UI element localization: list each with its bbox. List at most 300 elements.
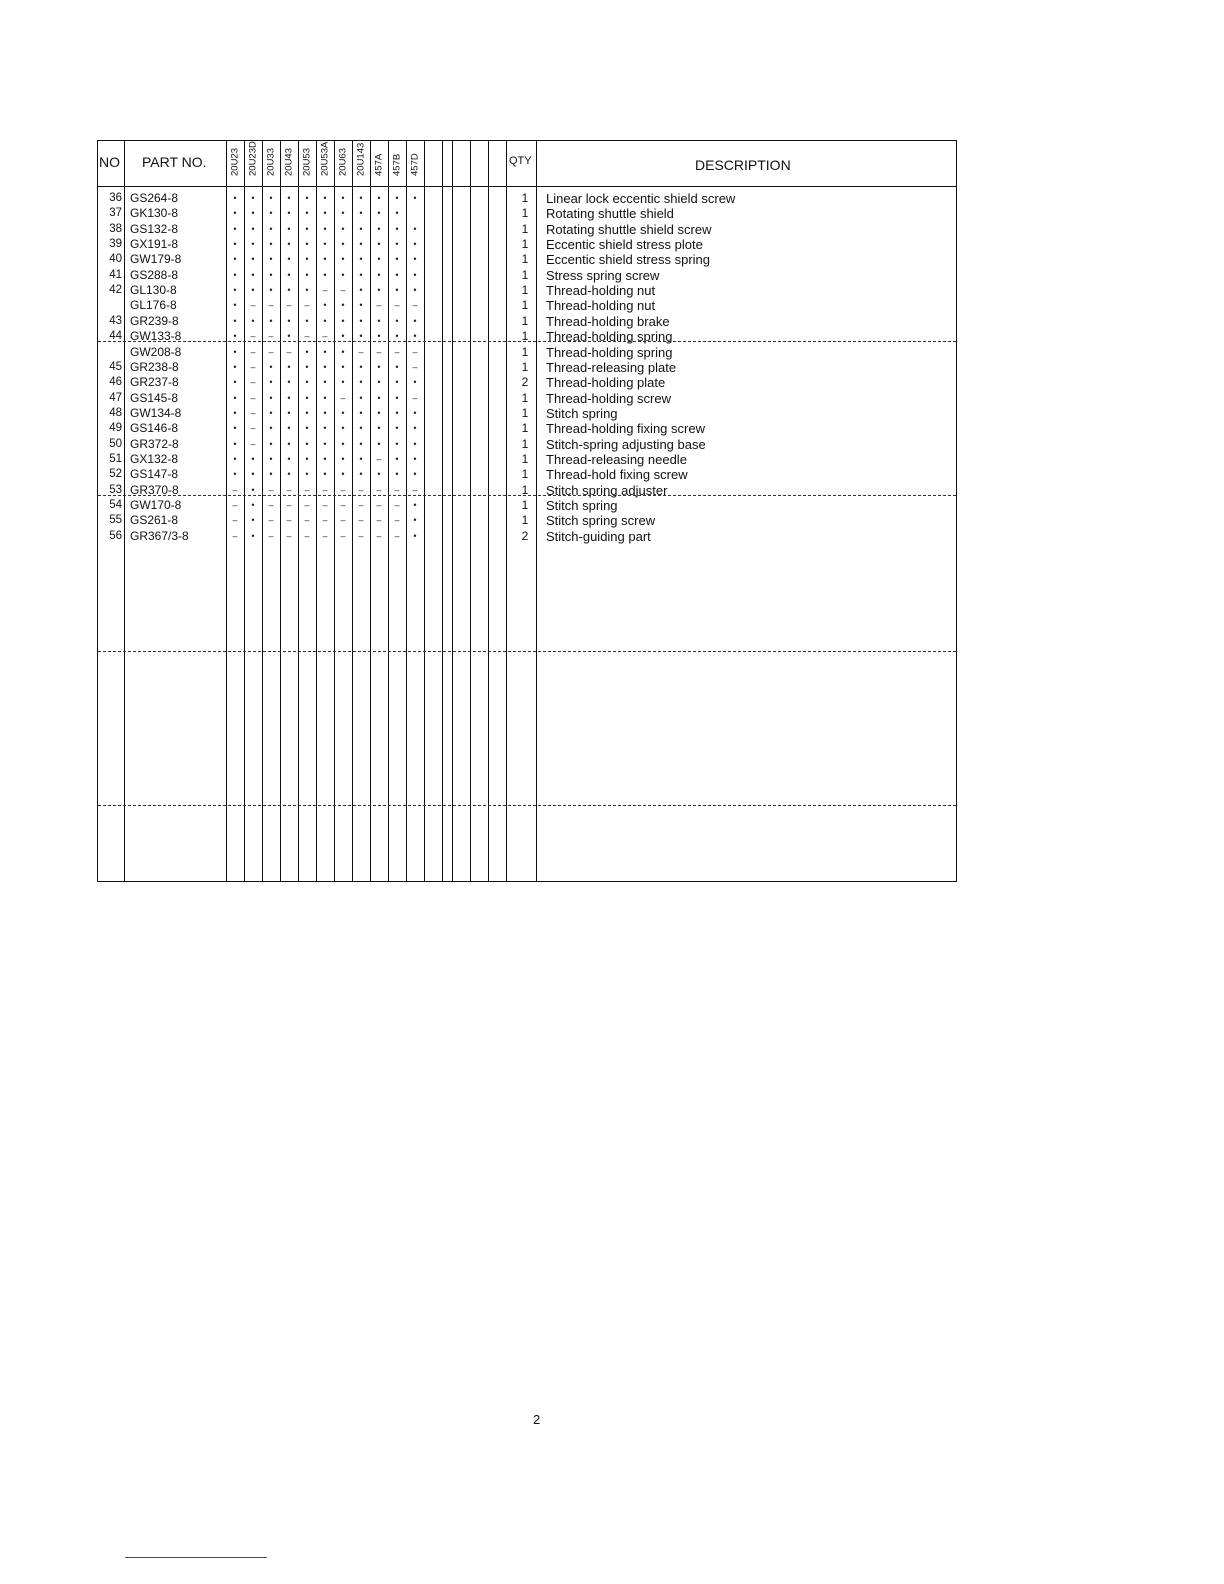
model-applicability-mark: • <box>359 361 363 372</box>
header-model: 457B <box>391 153 403 176</box>
model-applicability-mark: • <box>413 239 417 250</box>
model-applicability-mark: • <box>341 407 345 418</box>
part-number: GK130-8 <box>130 206 179 221</box>
model-applicability-mark: • <box>233 407 237 418</box>
part-number: GS264-8 <box>130 191 179 205</box>
model-applicability-mark: – <box>286 530 292 541</box>
model-applicability-mark: • <box>251 315 255 326</box>
part-number: GR238-8 <box>130 359 179 374</box>
model-applicability-mark: – <box>286 346 292 357</box>
model-applicability-mark: – <box>250 331 256 342</box>
row-number: 41 <box>109 268 122 281</box>
model-applicability-mark: • <box>413 269 417 280</box>
model-applicability-mark: – <box>286 515 292 526</box>
part-description: Thread-holding spring <box>546 344 673 360</box>
model-applicability-mark: – <box>376 500 382 510</box>
model-applicability-mark: • <box>287 377 291 388</box>
model-applicability-mark: – <box>394 515 400 526</box>
model-applicability-mark: • <box>395 285 399 296</box>
model-applicability-mark: • <box>233 423 237 434</box>
model-applicability-mark: • <box>305 469 309 480</box>
model-applicability-mark: • <box>341 208 345 219</box>
model-applicability-mark: • <box>323 239 327 250</box>
model-applicability-mark: – <box>412 300 418 311</box>
row-number: 43 <box>109 314 122 327</box>
quantity: 1 <box>521 405 529 420</box>
table-row <box>98 529 956 544</box>
table-row <box>98 375 956 390</box>
part-number: GL130-8 <box>130 283 177 298</box>
part-description: Thread-holding spring <box>546 329 673 345</box>
part-description: Rotating shuttle shield screw <box>546 221 712 237</box>
model-applicability-mark: – <box>286 484 292 495</box>
quantity: 1 <box>521 191 529 205</box>
model-applicability-mark: • <box>377 193 381 203</box>
model-applicability-mark: • <box>287 315 291 326</box>
model-applicability-mark: – <box>340 515 346 526</box>
model-applicability-mark: • <box>251 530 255 541</box>
quantity: 1 <box>521 467 529 482</box>
model-applicability-mark: • <box>305 346 309 357</box>
model-applicability-mark: • <box>413 315 417 326</box>
model-applicability-mark: – <box>250 392 256 403</box>
row-number: 55 <box>109 514 122 527</box>
quantity: 1 <box>521 421 529 436</box>
model-applicability-mark: • <box>395 208 399 219</box>
model-applicability-mark: • <box>395 331 399 342</box>
quantity: 1 <box>521 390 529 405</box>
model-applicability-mark: • <box>395 407 399 418</box>
model-applicability-mark: – <box>232 484 238 495</box>
model-applicability-mark: – <box>268 500 274 510</box>
model-applicability-mark: • <box>269 453 273 464</box>
model-applicability-mark: • <box>341 300 345 311</box>
model-applicability-mark: • <box>341 239 345 250</box>
header-model: 20U53 <box>301 148 313 176</box>
model-applicability-mark: • <box>413 469 417 480</box>
model-applicability-mark: – <box>286 300 292 311</box>
model-applicability-mark: • <box>233 315 237 326</box>
model-applicability-mark: – <box>376 300 382 311</box>
model-applicability-mark: – <box>376 484 382 495</box>
part-number: GW170-8 <box>130 498 182 512</box>
part-description: Thread-holding nut <box>546 298 656 314</box>
header-model: 457A <box>373 153 385 176</box>
model-applicability-mark: – <box>358 515 364 526</box>
part-number: GS288-8 <box>130 267 179 282</box>
model-applicability-mark: • <box>305 285 309 296</box>
model-applicability-mark: – <box>358 500 364 510</box>
row-number: 44 <box>109 330 122 343</box>
model-applicability-mark: • <box>359 239 363 250</box>
model-applicability-mark: • <box>341 423 345 434</box>
model-applicability-mark: – <box>286 500 292 510</box>
model-applicability-mark: • <box>359 315 363 326</box>
model-applicability-mark: • <box>233 193 237 203</box>
model-applicability-mark: • <box>341 223 345 234</box>
table-row <box>98 345 956 360</box>
model-applicability-mark: • <box>341 438 345 449</box>
model-applicability-mark: • <box>323 208 327 219</box>
model-applicability-mark: • <box>233 239 237 250</box>
table-row <box>98 252 956 267</box>
table-row <box>98 421 956 436</box>
model-applicability-mark: • <box>359 377 363 388</box>
model-applicability-mark: – <box>250 407 256 418</box>
table-row <box>98 314 956 329</box>
part-number: GS146-8 <box>130 421 179 436</box>
model-applicability-mark: • <box>377 285 381 296</box>
model-applicability-mark: • <box>305 223 309 234</box>
part-description: Thread-releasing plate <box>546 359 677 375</box>
model-applicability-mark: • <box>359 438 363 449</box>
model-applicability-mark: • <box>251 254 255 265</box>
model-applicability-mark: • <box>233 208 237 219</box>
model-applicability-mark: • <box>269 392 273 403</box>
model-applicability-mark: • <box>305 407 309 418</box>
model-applicability-mark: • <box>377 269 381 280</box>
model-applicability-mark: • <box>323 377 327 388</box>
model-applicability-mark: • <box>287 453 291 464</box>
model-applicability-mark: • <box>413 193 417 203</box>
part-description: Thread-holding fixing screw <box>546 421 705 437</box>
table-row <box>98 283 956 298</box>
part-description: Eccentic shield stress plote <box>546 237 703 253</box>
model-applicability-mark: • <box>377 239 381 250</box>
model-applicability-mark: • <box>395 193 399 203</box>
model-applicability-mark: – <box>412 392 418 403</box>
part-number: GR372-8 <box>130 436 179 451</box>
header-model: 457D <box>409 153 421 176</box>
table-row <box>98 298 956 313</box>
model-applicability-mark: – <box>322 285 328 296</box>
table-row <box>98 498 956 513</box>
model-applicability-mark: • <box>287 239 291 250</box>
model-applicability-mark: • <box>269 423 273 434</box>
quantity: 2 <box>521 375 529 390</box>
model-applicability-mark: • <box>269 208 273 219</box>
model-applicability-mark: – <box>268 484 274 495</box>
model-applicability-mark: • <box>377 315 381 326</box>
model-applicability-mark: • <box>305 193 309 203</box>
row-number: 36 <box>109 192 122 204</box>
row-number: 38 <box>109 222 122 235</box>
header-qty: QTY <box>509 155 532 167</box>
model-applicability-mark: – <box>304 500 310 510</box>
model-applicability-mark: – <box>322 484 328 495</box>
model-applicability-mark: • <box>323 453 327 464</box>
part-number: GS261-8 <box>130 513 179 528</box>
model-applicability-mark: – <box>268 300 274 311</box>
model-applicability-mark: • <box>395 392 399 403</box>
model-applicability-mark: • <box>233 285 237 296</box>
model-applicability-mark: • <box>269 438 273 449</box>
model-applicability-mark: • <box>341 254 345 265</box>
row-number: 54 <box>109 499 122 511</box>
model-applicability-mark: • <box>359 469 363 480</box>
model-applicability-mark: – <box>322 331 328 342</box>
model-applicability-mark: • <box>413 423 417 434</box>
model-applicability-mark: • <box>251 500 255 510</box>
model-applicability-mark: – <box>394 300 400 311</box>
model-applicability-mark: – <box>250 361 256 372</box>
model-applicability-mark: • <box>359 392 363 403</box>
model-applicability-mark: • <box>413 285 417 296</box>
model-applicability-mark: • <box>395 423 399 434</box>
model-applicability-mark: • <box>305 208 309 219</box>
model-applicability-mark: • <box>359 208 363 219</box>
model-applicability-mark: • <box>251 285 255 296</box>
model-applicability-mark: • <box>323 407 327 418</box>
model-applicability-mark: • <box>413 530 417 541</box>
model-applicability-mark: • <box>233 269 237 280</box>
table-row <box>98 437 956 452</box>
model-applicability-mark: • <box>341 377 345 388</box>
model-applicability-mark: • <box>323 315 327 326</box>
table-row <box>98 206 956 221</box>
row-number: 42 <box>109 284 122 297</box>
model-applicability-mark: – <box>340 530 346 541</box>
quantity: 1 <box>521 513 529 528</box>
table-row <box>98 467 956 482</box>
model-applicability-mark: • <box>269 239 273 250</box>
model-applicability-mark: • <box>251 239 255 250</box>
model-applicability-mark: – <box>250 346 256 357</box>
model-applicability-mark: • <box>377 469 381 480</box>
part-number: GW134-8 <box>130 405 182 420</box>
model-applicability-mark: – <box>340 500 346 510</box>
header-description: DESCRIPTION <box>695 157 791 173</box>
part-description: Rotating shuttle shield <box>546 206 674 222</box>
model-applicability-mark: • <box>395 438 399 449</box>
model-applicability-mark: • <box>233 346 237 357</box>
model-applicability-mark: • <box>287 423 291 434</box>
model-applicability-mark: • <box>395 453 399 464</box>
quantity: 1 <box>521 298 529 313</box>
model-applicability-mark: – <box>250 438 256 449</box>
model-applicability-mark: • <box>305 269 309 280</box>
model-applicability-mark: – <box>304 300 310 311</box>
model-applicability-mark: • <box>413 453 417 464</box>
model-applicability-mark: – <box>268 346 274 357</box>
model-applicability-mark: • <box>269 315 273 326</box>
model-applicability-mark: • <box>233 453 237 464</box>
model-applicability-mark: • <box>341 315 345 326</box>
model-applicability-mark: • <box>377 208 381 219</box>
quantity: 1 <box>521 329 529 344</box>
model-applicability-mark: – <box>358 484 364 495</box>
part-number: GS147-8 <box>130 467 179 482</box>
quantity: 1 <box>521 482 529 497</box>
model-applicability-mark: • <box>233 254 237 265</box>
model-applicability-mark: • <box>323 223 327 234</box>
model-applicability-mark: – <box>394 530 400 541</box>
model-applicability-mark: • <box>233 469 237 480</box>
model-applicability-mark: – <box>268 515 274 526</box>
model-applicability-mark: • <box>233 223 237 234</box>
model-applicability-mark: • <box>359 300 363 311</box>
table-row <box>98 268 956 283</box>
model-applicability-mark: • <box>305 361 309 372</box>
quantity: 1 <box>521 359 529 374</box>
part-number: GL176-8 <box>130 298 177 313</box>
model-applicability-mark: – <box>268 331 274 342</box>
part-description: Thread-holding screw <box>546 390 672 406</box>
table-row <box>98 360 956 375</box>
model-applicability-mark: • <box>233 392 237 403</box>
model-applicability-mark: – <box>250 423 256 434</box>
row-number: 50 <box>109 437 122 450</box>
part-description: Linear lock eccentic shield screw <box>546 191 736 206</box>
row-number: 56 <box>109 529 122 542</box>
model-applicability-mark: • <box>233 377 237 388</box>
model-applicability-mark: • <box>305 315 309 326</box>
model-applicability-mark: • <box>287 331 291 342</box>
part-number: GS132-8 <box>130 221 179 236</box>
model-applicability-mark: • <box>269 193 273 203</box>
quantity: 1 <box>521 344 529 359</box>
model-applicability-mark: – <box>268 530 274 541</box>
model-applicability-mark: • <box>287 254 291 265</box>
model-applicability-mark: • <box>413 438 417 449</box>
quantity: 1 <box>521 498 529 512</box>
model-applicability-mark: • <box>287 438 291 449</box>
model-applicability-mark: • <box>377 331 381 342</box>
row-number: 40 <box>109 253 122 266</box>
model-applicability-mark: – <box>358 530 364 541</box>
model-applicability-mark: – <box>394 500 400 510</box>
model-applicability-mark: • <box>341 193 345 203</box>
parts-table <box>97 140 957 882</box>
model-applicability-mark: • <box>269 407 273 418</box>
model-applicability-mark: • <box>413 254 417 265</box>
model-applicability-mark: • <box>305 423 309 434</box>
row-number: 47 <box>109 391 122 404</box>
row-number: 51 <box>109 452 122 465</box>
model-applicability-mark: • <box>287 208 291 219</box>
model-applicability-mark: • <box>251 484 255 495</box>
model-applicability-mark: • <box>359 269 363 280</box>
part-description: Stress spring screw <box>546 267 660 283</box>
part-number: GX191-8 <box>130 237 179 252</box>
model-applicability-mark: • <box>323 254 327 265</box>
model-applicability-mark: • <box>395 223 399 234</box>
part-number: GR237-8 <box>130 375 179 390</box>
quantity: 1 <box>521 206 529 221</box>
model-applicability-mark: • <box>233 300 237 311</box>
model-applicability-mark: • <box>359 423 363 434</box>
model-applicability-mark: • <box>377 407 381 418</box>
model-applicability-mark: • <box>413 331 417 342</box>
model-applicability-mark: • <box>377 423 381 434</box>
model-applicability-mark: • <box>359 407 363 418</box>
model-applicability-mark: – <box>322 500 328 510</box>
model-applicability-mark: • <box>305 438 309 449</box>
header-model: 20U23D <box>247 141 259 176</box>
model-applicability-mark: – <box>250 300 256 311</box>
model-applicability-mark: • <box>269 223 273 234</box>
part-number: GW208-8 <box>130 344 182 359</box>
header-model: 20U33 <box>265 148 277 176</box>
model-applicability-mark: • <box>395 469 399 480</box>
part-description: Thread-releasing needle <box>546 451 687 467</box>
header-part-no: PART NO. <box>142 154 207 170</box>
part-description: Stitch spring adjuster <box>546 482 668 498</box>
model-applicability-mark: • <box>269 377 273 388</box>
model-applicability-mark: • <box>269 269 273 280</box>
part-description: Eccentic shield stress spring <box>546 252 711 268</box>
model-applicability-mark: • <box>287 193 291 203</box>
part-number: GR367/3-8 <box>130 528 189 543</box>
table-row <box>98 452 956 467</box>
table-row <box>98 237 956 252</box>
model-applicability-mark: • <box>287 223 291 234</box>
model-applicability-mark: – <box>304 515 310 526</box>
model-applicability-mark: • <box>233 438 237 449</box>
quantity: 1 <box>521 221 529 236</box>
header-model: 20U53A <box>319 141 331 176</box>
model-applicability-mark: – <box>376 346 382 357</box>
row-number: 46 <box>109 376 122 389</box>
model-applicability-mark: • <box>413 515 417 526</box>
page-number: 2 <box>533 1412 541 1427</box>
model-applicability-mark: • <box>359 285 363 296</box>
table-row <box>98 513 956 528</box>
model-applicability-mark: • <box>287 392 291 403</box>
model-applicability-mark: • <box>269 254 273 265</box>
header-model: 20U23 <box>229 148 241 176</box>
model-applicability-mark: • <box>323 392 327 403</box>
model-applicability-mark: • <box>305 239 309 250</box>
row-number: 49 <box>109 422 122 435</box>
model-applicability-mark: • <box>341 469 345 480</box>
quantity: 1 <box>521 237 529 252</box>
model-applicability-mark: – <box>394 346 400 357</box>
model-applicability-mark: – <box>340 484 346 495</box>
model-applicability-mark: – <box>412 361 418 372</box>
model-applicability-mark: • <box>251 269 255 280</box>
model-applicability-mark: – <box>304 484 310 495</box>
model-applicability-mark: • <box>251 223 255 234</box>
model-applicability-mark: • <box>251 469 255 480</box>
model-applicability-mark: • <box>251 208 255 219</box>
model-applicability-mark: • <box>413 500 417 510</box>
part-number: GW179-8 <box>130 252 182 267</box>
quantity: 1 <box>521 436 529 451</box>
model-applicability-mark: – <box>304 331 310 342</box>
model-applicability-mark: – <box>232 515 238 526</box>
model-applicability-mark: • <box>341 361 345 372</box>
model-applicability-mark: • <box>233 361 237 372</box>
model-applicability-mark: • <box>305 392 309 403</box>
model-applicability-mark: – <box>358 346 364 357</box>
part-description: Thread-hold fixing screw <box>546 467 688 483</box>
model-applicability-mark: • <box>377 361 381 372</box>
part-number: GS145-8 <box>130 390 179 405</box>
header-model: 20U43 <box>283 148 295 176</box>
model-applicability-mark: • <box>341 453 345 464</box>
model-applicability-mark: • <box>359 193 363 203</box>
footer-link-underline[interactable] <box>125 1557 267 1558</box>
part-number: GR239-8 <box>130 313 179 328</box>
model-applicability-mark: • <box>269 361 273 372</box>
model-applicability-mark: • <box>377 223 381 234</box>
row-number: 53 <box>109 483 122 496</box>
model-applicability-mark: – <box>412 346 418 357</box>
model-applicability-mark: • <box>341 331 345 342</box>
model-applicability-mark: • <box>413 407 417 418</box>
model-applicability-mark: – <box>394 484 400 495</box>
